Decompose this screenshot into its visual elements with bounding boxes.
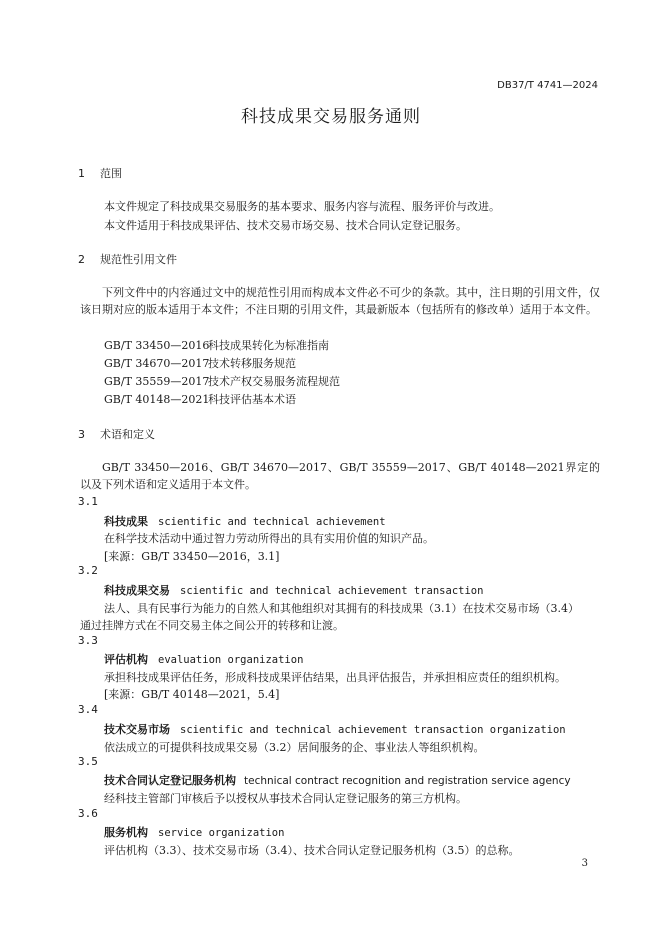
- term-chinese: 科技成果: [104, 515, 148, 528]
- term-entry-heading: [104, 513, 386, 529]
- term-entry-heading: [104, 651, 303, 667]
- scope-paragraph-2: 本文件适用于科技成果评估、技术交易市场交易、技术合同认定登记服务。: [104, 219, 467, 232]
- term-definition: 在科学技术活动中通过智力劳动所得出的具有实用价值的知识产品。: [104, 532, 434, 545]
- term-number: 3.3: [78, 634, 98, 647]
- reference-item: [104, 355, 296, 371]
- section-heading-terms: [78, 426, 155, 442]
- section-heading-scope: [78, 165, 122, 181]
- section-title: 规范性引用文件: [100, 253, 177, 266]
- term-number: 3.4: [78, 703, 98, 716]
- section-number: 2: [78, 253, 85, 266]
- page-number: 3: [581, 858, 588, 869]
- term-entry-heading: [104, 721, 566, 737]
- reference-code: GB/T 40148—2021: [104, 393, 210, 406]
- term-number: 3.1: [78, 495, 98, 508]
- reference-item: [104, 391, 296, 407]
- reference-title: 科技成果转化为标准指南: [208, 339, 329, 352]
- reference-code: GB/T 33450—2016: [104, 339, 210, 352]
- document-title: 科技成果交易服务通则: [241, 107, 421, 127]
- term-english: evaluation organization: [158, 654, 304, 666]
- term-english: technical contract recognition and registration service agency: [244, 775, 571, 787]
- term-english: scientific and technical achievement: [158, 516, 386, 528]
- term-chinese: 评估机构: [104, 653, 148, 666]
- term-definition-line-2: 通过挂牌方式在不同交易主体之间公开的转移和让渡。: [80, 619, 344, 632]
- term-definition: 经科技主管部门审核后予以授权从事技术合同认定登记服务的第三方机构。: [104, 792, 467, 805]
- section-number: 3: [78, 428, 85, 441]
- term-english: service organization: [158, 827, 285, 839]
- reference-item: [104, 337, 329, 353]
- term-definition: 依法成立的可提供科技成果交易（3.2）居间服务的企、事业法人等组织机构。: [104, 741, 485, 754]
- term-source: [来源：GB/T 33450—2016，3.1]: [104, 550, 280, 563]
- section-heading-references: [78, 251, 177, 267]
- term-entry-heading: [104, 824, 284, 840]
- term-chinese: 技术交易市场: [104, 723, 170, 736]
- references-intro: 下列文件中的内容通过文中的规范性引用而构成本文件必不可少的条款。其中，注日期的引用文件，仅该日期对应的版本适用于本文件；不注日期的引用文件，其最新版本（包括所有的修改单）适用于本文件。: [80, 286, 600, 316]
- reference-code: GB/T 35559—2017: [104, 375, 210, 388]
- term-definition-line-1: 法人、具有民事行为能力的自然人和其他组织对其拥有的科技成果（3.1）在技术交易市场（3.4）: [104, 602, 579, 615]
- section-number: 1: [78, 167, 85, 180]
- reference-code: GB/T 34670—2017: [104, 357, 210, 370]
- term-source: [来源：GB/T 40148—2021，5.4]: [104, 688, 280, 701]
- standard-number: DB37/T 4741—2024: [497, 80, 598, 91]
- term-definition: 承担科技成果评估任务，形成科技成果评估结果，出具评估报告，并承担相应责任的组织机构。: [104, 671, 566, 684]
- term-number: 3.5: [78, 755, 98, 768]
- term-english: scientific and technical achievement transaction: [180, 585, 484, 597]
- reference-title: 技术转移服务规范: [208, 357, 296, 370]
- term-chinese: 技术合同认定登记服务机构: [104, 774, 236, 787]
- term-entry-heading: [104, 772, 571, 788]
- term-definition: 评估机构（3.3）、技术交易市场（3.4）、技术合同认定登记服务机构（3.5）的总称。: [104, 844, 520, 857]
- reference-title: 科技评估基本术语: [208, 393, 296, 406]
- section-title: 范围: [100, 167, 122, 180]
- term-english: scientific and technical achievement transaction organization: [180, 724, 566, 736]
- term-number: 3.2: [78, 564, 98, 577]
- term-entry-heading: [104, 582, 483, 598]
- term-chinese: 服务机构: [104, 826, 148, 839]
- term-number: 3.6: [78, 807, 98, 820]
- term-chinese: 科技成果交易: [104, 584, 170, 597]
- reference-item: [104, 373, 340, 389]
- scope-paragraph-1: 本文件规定了科技成果交易服务的基本要求、服务内容与流程、服务评价与改进。: [104, 200, 500, 213]
- reference-title: 技术产权交易服务流程规范: [208, 375, 340, 388]
- section-title: 术语和定义: [100, 428, 155, 441]
- terms-intro: GB/T 33450—2016、GB/T 34670—2017、GB/T 35559—2017、GB/T 40148—2021界定的以及下列术语和定义适用于本文件。: [80, 461, 600, 491]
